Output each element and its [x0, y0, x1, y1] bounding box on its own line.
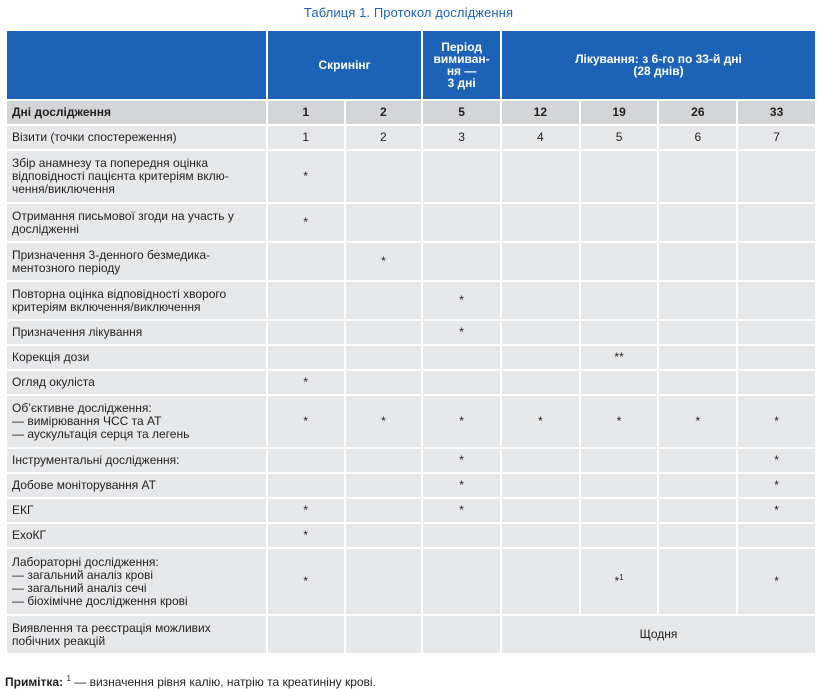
mark-cell: [423, 151, 500, 202]
mark-cell: [581, 474, 658, 497]
note-footnote-ref: 1: [66, 674, 71, 683]
visits-row-label: Візити (точки спостереження): [7, 126, 266, 149]
mark-cell: [738, 243, 815, 280]
mark-cell: *: [738, 549, 815, 614]
table-row: [7, 449, 815, 472]
mark-cell: [268, 243, 344, 280]
mark-cell: [502, 282, 579, 319]
mark-cell: [581, 151, 658, 202]
mark-cell: [502, 151, 579, 202]
row-label-line: Лабораторні дослідження:: [12, 554, 159, 569]
row-label: Виявлення та реєстрація можливих побічних реакцій: [7, 616, 266, 653]
visit-cell: 6: [659, 126, 736, 149]
mark-cell: [659, 282, 736, 319]
mark-cell: [423, 346, 500, 369]
day-cell: 33: [738, 101, 815, 124]
mark-cell: *: [738, 499, 815, 522]
visit-cell: 7: [738, 126, 815, 149]
mark-cell: [659, 204, 736, 241]
table-row: [7, 396, 815, 447]
mark-cell: [659, 151, 736, 202]
mark-cell: [268, 282, 344, 319]
empty-cell: [346, 616, 422, 653]
table-row: [7, 204, 815, 241]
daily-cell: Щодня: [502, 616, 815, 653]
footnote-ref: 1: [619, 573, 624, 582]
mark-cell: [581, 321, 658, 344]
mark-cell: *: [268, 549, 344, 614]
row-label: Повторна оцінка відповідності хворого критеріям включення/виключення: [7, 282, 266, 319]
table-note: [5, 675, 376, 689]
mark-cell: [423, 524, 500, 547]
mark-cell: *: [659, 396, 736, 447]
row-label: Корекція дози: [7, 346, 266, 369]
mark-cell: *: [423, 282, 500, 319]
visits-row: [7, 126, 815, 149]
mark-cell: [581, 449, 658, 472]
days-row: [7, 101, 815, 124]
mark-cell: [659, 321, 736, 344]
mark-cell: [423, 549, 500, 614]
mark-cell: *: [268, 151, 344, 202]
row-label: Добове моніторування АТ: [7, 474, 266, 497]
table-row: [7, 499, 815, 522]
mark-cell: [738, 151, 815, 202]
mark-cell: [502, 321, 579, 344]
mark-cell: *: [268, 499, 344, 522]
mark-cell: [738, 371, 815, 394]
mark-cell: [738, 282, 815, 319]
mark-cell: [346, 474, 422, 497]
mark-cell: *: [268, 371, 344, 394]
table-row: [7, 243, 815, 280]
mark-cell: [581, 204, 658, 241]
table-row: [7, 549, 815, 614]
day-cell: 26: [659, 101, 736, 124]
mark-cell: *: [738, 474, 815, 497]
mark-cell: [659, 499, 736, 522]
visit-cell: 1: [268, 126, 344, 149]
table-row: [7, 616, 815, 653]
mark-cell: *: [738, 449, 815, 472]
mark-cell: *: [423, 474, 500, 497]
row-label-line: — загальний аналіз сечі: [12, 580, 147, 595]
mark-cell: [502, 449, 579, 472]
note-label: Примітка:: [5, 675, 64, 689]
mark-cell: [268, 321, 344, 344]
mark-cell: [581, 549, 658, 614]
mark-cell: [268, 449, 344, 472]
mark-cell: [268, 474, 344, 497]
mark-cell: **: [581, 346, 658, 369]
mark-cell: [346, 449, 422, 472]
mark-cell: [659, 549, 736, 614]
mark-cell: [346, 321, 422, 344]
mark-cell: [268, 346, 344, 369]
mark-cell: [346, 204, 422, 241]
note-text: — визначення рівня калію, натрію та креатиніну крові.: [70, 675, 376, 689]
mark-cell: [346, 151, 422, 202]
mark-cell: [659, 449, 736, 472]
mark-cell: *: [423, 396, 500, 447]
mark-cell: [659, 346, 736, 369]
row-label: Інструментальні дослідження:: [7, 449, 266, 472]
empty-cell: [423, 616, 500, 653]
header-treatment: [502, 31, 815, 99]
row-label: ЕхоКГ: [7, 524, 266, 547]
header-treatment-line1: Лікування: з 6-го по 33-й дні: [575, 52, 742, 66]
mark-cell: [346, 371, 422, 394]
days-row-label: Дні дослідження: [7, 101, 266, 124]
mark-cell: [581, 499, 658, 522]
mark-cell: *: [738, 396, 815, 447]
mark-cell: [502, 243, 579, 280]
mark-cell: [502, 204, 579, 241]
header-treatment-line2: (28 днів): [633, 64, 684, 78]
row-label: [7, 396, 266, 447]
mark-cell: [659, 524, 736, 547]
row-label: Збір анамнезу та попередня оцінка відповідності пацієнта критеріям вклю-чення/виключення: [7, 151, 266, 202]
visit-cell: 3: [423, 126, 500, 149]
mark-cell: [581, 371, 658, 394]
mark-cell: [738, 346, 815, 369]
mark-cell: *: [423, 449, 500, 472]
row-label-line: — біохімічне дослідження крові: [12, 593, 188, 608]
table-caption: Таблиця 1. Протокол дослідження: [303, 5, 514, 20]
row-label-line: — аускультація серця та легень: [12, 427, 190, 441]
day-cell: 1: [268, 101, 344, 124]
mark-cell: [738, 321, 815, 344]
study-protocol-table: [5, 29, 817, 655]
visit-cell: 2: [346, 126, 422, 149]
empty-cell: [268, 616, 344, 653]
row-label: [7, 549, 266, 614]
day-cell: 12: [502, 101, 579, 124]
mark-cell: [502, 524, 579, 547]
table-row: [7, 524, 815, 547]
header-blank-cell: [7, 31, 266, 99]
mark-cell: [346, 524, 422, 547]
mark-cell: *: [268, 204, 344, 241]
header-row: [7, 31, 815, 99]
day-cell: 2: [346, 101, 422, 124]
mark-cell: [502, 371, 579, 394]
mark-cell: [423, 371, 500, 394]
mark-cell: [346, 499, 422, 522]
mark-cell: [502, 346, 579, 369]
mark-cell: *: [423, 499, 500, 522]
mark-cell: *: [581, 396, 658, 447]
mark-text: *: [614, 574, 620, 588]
mark-cell: [738, 204, 815, 241]
mark-cell: [423, 243, 500, 280]
mark-cell: [581, 282, 658, 319]
mark-cell: *: [268, 524, 344, 547]
mark-cell: [738, 524, 815, 547]
mark-cell: [346, 549, 422, 614]
mark-cell: [502, 549, 579, 614]
mark-cell: [581, 524, 658, 547]
visit-cell: 4: [502, 126, 579, 149]
mark-cell: [659, 371, 736, 394]
table-row: [7, 151, 815, 202]
mark-cell: [346, 282, 422, 319]
mark-cell: [423, 204, 500, 241]
row-label-line: — вимірювання ЧСС та АТ: [12, 414, 162, 428]
mark-cell: [659, 474, 736, 497]
row-label: ЕКГ: [7, 499, 266, 522]
row-label-line: — загальний аналіз крові: [12, 567, 154, 582]
table-row: [7, 371, 815, 394]
mark-cell: *: [346, 396, 422, 447]
row-label: Огляд окуліста: [7, 371, 266, 394]
day-cell: 19: [581, 101, 658, 124]
mark-cell: *: [423, 321, 500, 344]
row-label: Призначення лікування: [7, 321, 266, 344]
mark-cell: [502, 499, 579, 522]
mark-cell: *: [268, 396, 344, 447]
mark-cell: *: [346, 243, 422, 280]
table-row: [7, 346, 815, 369]
table-row: [7, 282, 815, 319]
table-row: [7, 321, 815, 344]
mark-cell: [659, 243, 736, 280]
visit-cell: 5: [581, 126, 658, 149]
mark-cell: [346, 346, 422, 369]
row-label-line: Об’єктивне дослідження:: [12, 401, 152, 415]
table-row: [7, 474, 815, 497]
mark-cell: [502, 474, 579, 497]
header-screening: Скринінг: [268, 31, 421, 99]
mark-cell: [581, 243, 658, 280]
day-cell: 5: [423, 101, 500, 124]
header-washout: Період вимиван- ня — 3 дні: [423, 31, 500, 99]
mark-cell: *: [502, 396, 579, 447]
row-label: Призначення 3-денного безмедика-ментозного періоду: [7, 243, 266, 280]
row-label: Отримання письмової згоди на участь у дослідженні: [7, 204, 266, 241]
